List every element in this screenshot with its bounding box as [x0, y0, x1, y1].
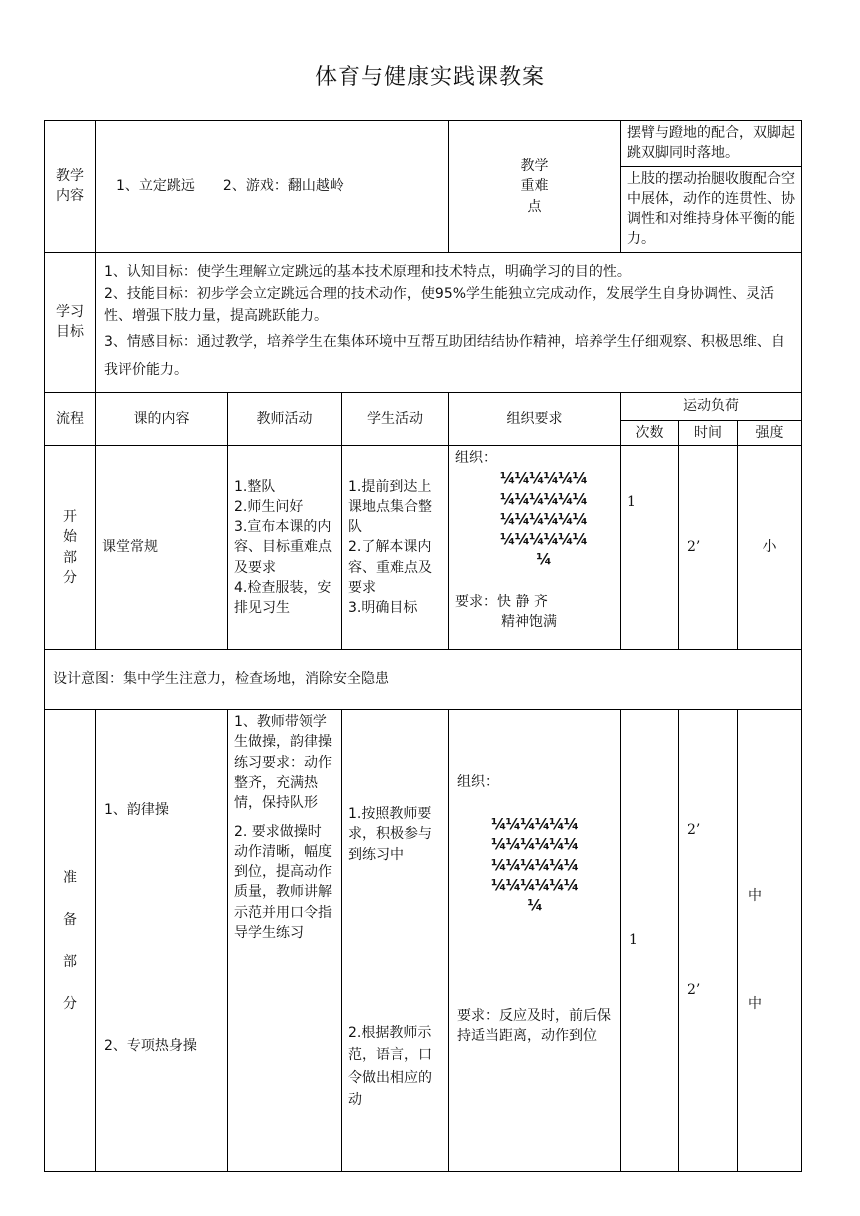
prep-time-2: 2’: [687, 982, 701, 999]
prep-student-2: 2.根据教师示范，语言，口令做出相应的动: [348, 1025, 432, 1109]
lesson-plan-table: [44, 120, 802, 1172]
design-intent-row: [45, 650, 802, 710]
prep-content-1: 1、韵律操: [104, 802, 169, 819]
prep-section-row: [45, 710, 802, 1172]
header-intensity: 强度: [738, 420, 802, 445]
prep-requirement: 要求：反应及时，前后保持适当距离，动作到位: [457, 1008, 612, 1045]
start-requirement: 要求：快 静 齐: [455, 593, 548, 610]
key-points-label: 教学 重难 点: [449, 121, 621, 253]
header-student: 学生活动: [342, 392, 449, 445]
prep-intensity: [738, 710, 802, 1172]
start-org-label: 组织：: [455, 450, 498, 467]
difficult-point: 上肢的摆动抬腿收腹配合空中展体，动作的连贯性、协调性和对维持身体平衡的能力。: [621, 166, 802, 252]
start-time: 2’: [679, 446, 738, 650]
prep-content: [96, 710, 228, 1172]
prep-student-1: 1.按照教师要求，积极参与到练习中: [348, 806, 432, 863]
key-point: 摆臂与蹬地的配合，双脚起跳双脚同时落地。: [621, 121, 802, 167]
prep-time: [679, 710, 738, 1172]
prep-intensity-2: 中: [748, 996, 763, 1013]
prep-teacher-activity: [228, 710, 342, 1172]
start-requirement-2: 精神饱满: [501, 613, 558, 630]
start-organization: [449, 446, 621, 650]
column-header-row: [45, 392, 802, 420]
start-content: 课堂常规: [96, 446, 228, 650]
prep-section-label: 准 备 部 分: [45, 710, 96, 1172]
objectives-label: 学习 目标: [45, 252, 96, 392]
design-intent: 设计意图：集中学生注意力，检查场地，消除安全隐患: [45, 650, 802, 710]
prep-intensity-1: 中: [748, 888, 763, 905]
page-title: 体育与健康实践课教案: [314, 65, 545, 90]
prep-formation: ¼¼¼¼¼¼ ¼¼¼¼¼¼ ¼¼¼¼¼¼ ¼¼¼¼¼¼ ¼: [491, 815, 579, 915]
content-text: 1、立定跳远 2、游戏：翻山越岭: [96, 121, 449, 253]
content-row: [45, 121, 802, 167]
header-count: 次数: [621, 420, 679, 445]
content-label: 教学 内容: [45, 121, 96, 253]
prep-organization: [449, 710, 621, 1172]
start-student-activity: 1.提前到达上课地点集合整队 2.了解本课内容、重难点及要求 3.明确目标: [342, 446, 449, 650]
start-count: 1: [621, 446, 679, 650]
objective-skill: 2、技能目标：初步学会立定跳远合理的技术动作，使95%学生能独立完成动作，发展学生自身协调性、灵活性、增强下肢力量，提高跳跃能力。: [104, 286, 775, 325]
objectives-row: [45, 252, 802, 392]
start-intensity: 小: [738, 446, 802, 650]
objectives-list: [96, 252, 802, 392]
prep-count: 1: [621, 710, 679, 1172]
header-process: 流程: [45, 392, 96, 445]
start-formation: ¼¼¼¼¼¼ ¼¼¼¼¼¼ ¼¼¼¼¼¼ ¼¼¼¼¼¼ ¼: [499, 469, 588, 569]
start-section-row: [45, 446, 802, 650]
objective-cognitive: 1、认知目标：使学生理解立定跳远的基本技术原理和技术特点，明确学习的目的性。: [104, 263, 631, 280]
start-section-label: 开 始 部 分: [45, 446, 96, 650]
prep-content-2: 2、专项热身操: [104, 1038, 197, 1055]
prep-teacher-2: 2. 要求做操时动作清晰，幅度到位，提高动作质量，教师讲解示范并用口令指导学生练习: [234, 823, 332, 942]
header-teacher: 教师活动: [228, 392, 342, 445]
prep-time-1: 2’: [687, 822, 701, 839]
objective-affective: 3、情感目标：通过教学，培养学生在集体环境中互帮互助团结结协作精神，培养学生仔细观察、积极思维、自我评价能力。: [104, 333, 785, 378]
start-teacher-activity: 1.整队 2.师生问好 3.宣布本课的内容、目标重难点及要求 4.检查服装，安排见习生: [228, 446, 342, 650]
header-time: 时间: [679, 420, 738, 445]
header-organization: 组织要求: [449, 392, 621, 445]
prep-org-label: 组织：: [457, 774, 500, 791]
header-load: 运动负荷: [621, 392, 802, 420]
prep-teacher-1: 1、教师带领学生做操，韵律操练习要求：动作整齐，充满热情，保持队形: [234, 714, 332, 812]
prep-student-activity: [342, 710, 449, 1172]
header-content: 课的内容: [96, 392, 228, 445]
